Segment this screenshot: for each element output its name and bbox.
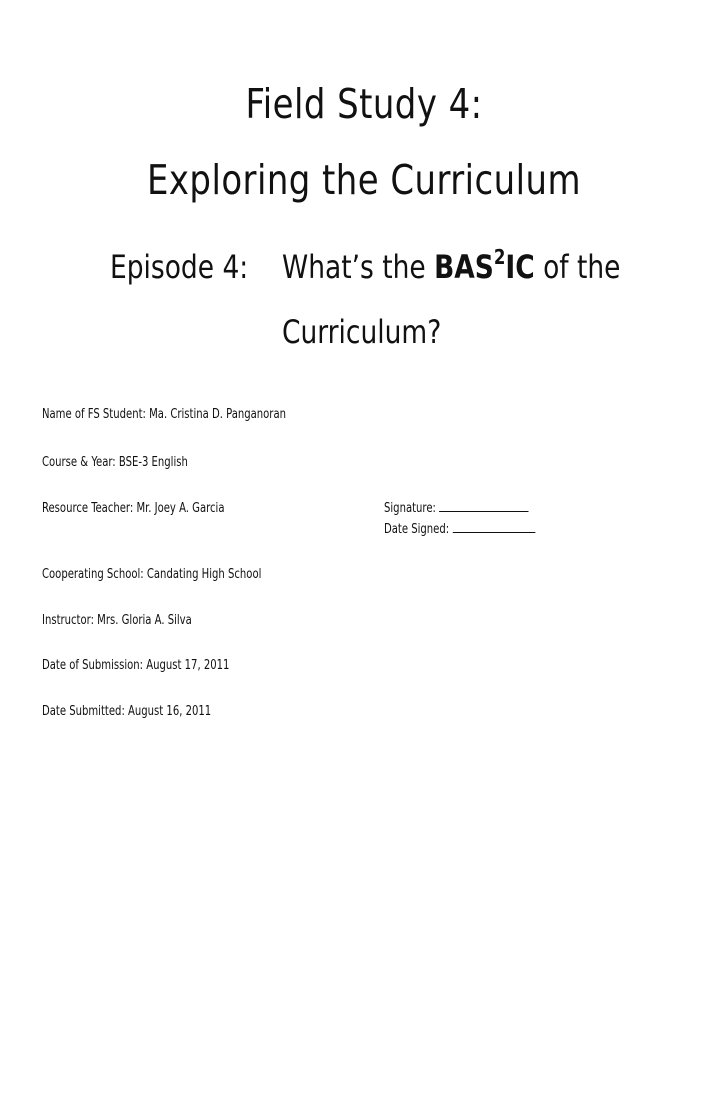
episode-title-line2: Curriculum? xyxy=(282,313,442,351)
signature-line xyxy=(384,502,529,515)
episode-title-ic: IC xyxy=(505,248,535,286)
date-of-submission-field: Date of Submission: August 17, 2011 xyxy=(42,658,230,673)
episode-title-suffix: of the xyxy=(534,248,621,286)
date-signed-blank xyxy=(453,531,536,533)
episode-title-line1 xyxy=(282,245,621,286)
signature-blank xyxy=(439,510,528,512)
signature-label: Signature: xyxy=(384,501,436,516)
instructor-field: Instructor: Mrs. Gloria A. Silva xyxy=(42,613,192,628)
episode-label: Episode 4: xyxy=(110,248,249,286)
student-name-field: Name of FS Student: Ma. Cristina D. Panganoran xyxy=(42,407,286,422)
course-year-field: Course & Year: BSE-3 English xyxy=(42,455,188,470)
episode-title-superscript: 2 xyxy=(493,245,506,269)
date-signed-label: Date Signed: xyxy=(384,522,450,537)
episode-title-bas: BAS xyxy=(434,248,494,286)
date-signed-line xyxy=(384,523,535,536)
cooperating-school-field: Cooperating School: Candating High School xyxy=(42,567,262,582)
document-title-line1: Field Study 4: xyxy=(245,80,483,128)
resource-teacher-field: Resource Teacher: Mr. Joey A. Garcia xyxy=(42,501,225,516)
episode-title-prefix: What’s the xyxy=(282,248,435,286)
date-submitted-field: Date Submitted: August 16, 2011 xyxy=(42,704,212,719)
document-title-line2: Exploring the Curriculum xyxy=(146,156,582,204)
